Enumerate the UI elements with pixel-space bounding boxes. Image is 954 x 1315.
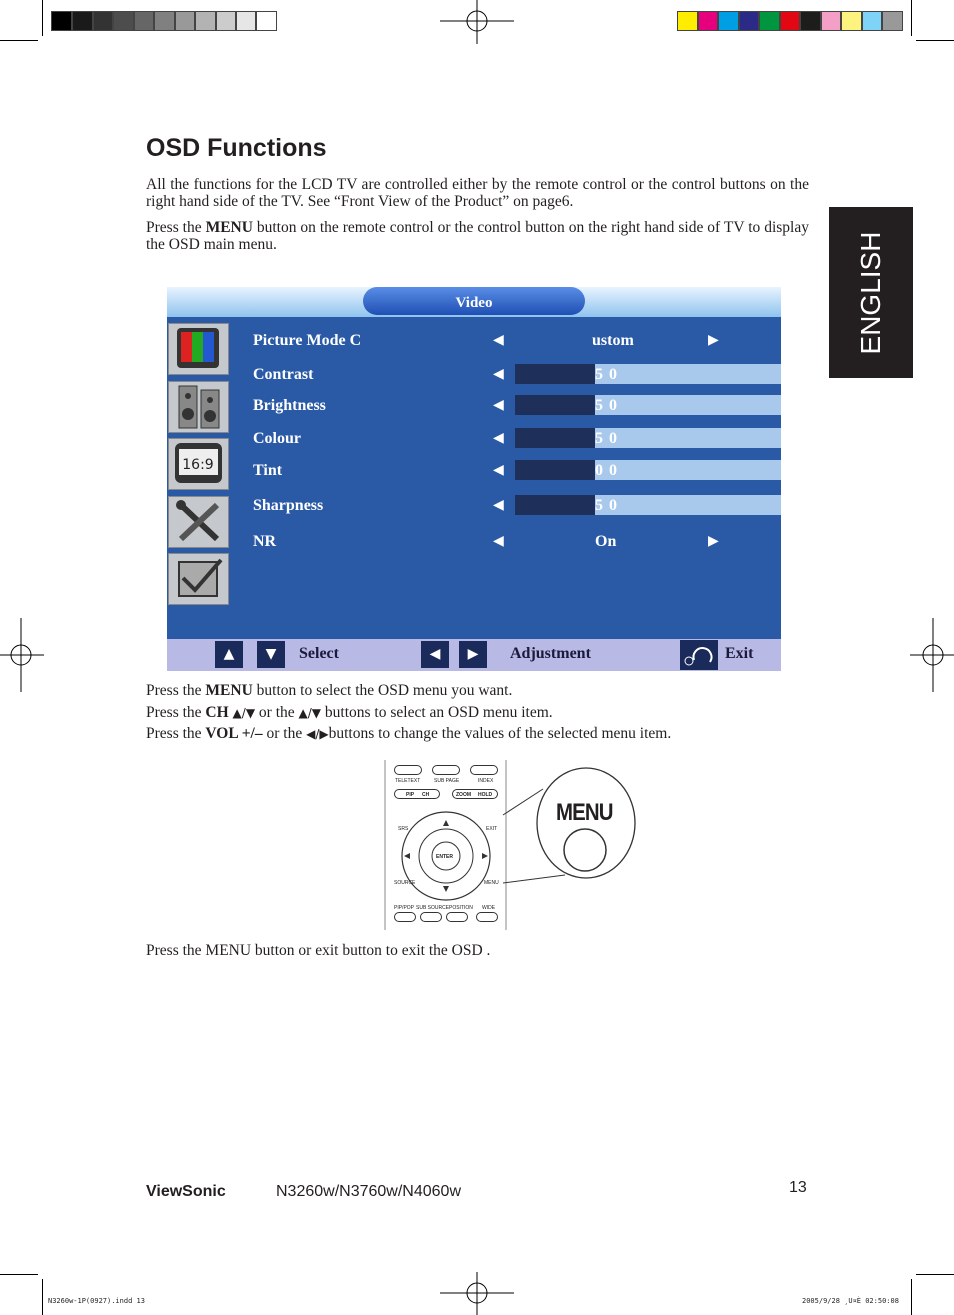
bar-value-digit: 0 [609,366,617,383]
menu-button-label: MENU [556,799,613,826]
select-hint: Select [299,645,339,662]
right-key-icon: ▶ [459,641,487,668]
osd-item-label: Tint [253,462,283,479]
bar-value-digit: 5 [595,395,781,415]
aspect-ratio-icon [168,438,229,490]
left-key-icon: ◀ [421,641,449,668]
osd-value-bar [515,364,702,384]
up-down-arrows-icon: ▲/▼ [298,706,322,720]
osd-value-bar [515,460,702,480]
osd-item-label: Sharpness [253,497,324,514]
footer-brand: ViewSonic [146,1183,226,1200]
remote-control-illustration: TELETEXT SUB PAGE INDEX PIP CH ZOOM HOLD SRS EXIT ENTER SOURCE MENU PIP/POP SUB SOURCE POSITION WIDE [384,760,508,930]
osd-item-label: Brightness [253,397,326,414]
left-arrow-icon: ◀ [493,332,504,348]
osd-item-value: On [595,533,617,550]
left-right-arrows-icon: ◀/▶ [306,727,329,741]
osd-item-label: Picture Mode C [253,332,362,349]
up-key-icon: ▲ [215,641,243,668]
page-title: OSD Functions [146,134,327,162]
bar-value-digit: 0 [609,462,617,479]
left-arrow-icon: ◀ [493,397,504,413]
right-arrow-icon: ▶ [708,332,719,348]
osd-item-label: Contrast [253,366,314,383]
exit-instruction: Press the MENU button or exit button to exit the OSD . [146,942,491,959]
osd-value-bar [515,495,702,515]
bar-value-digit: 0 [609,497,617,514]
osd-value-bar [515,395,702,415]
left-arrow-icon: ◀ [493,497,504,513]
bar-value-digit: 5 [595,495,781,515]
instruction-3: Press the VOL +/– or the ◀/▶buttons to change the values of the selected menu item. [146,725,672,742]
footer-model: N3260w/N3760w/N4060w [276,1183,461,1200]
instruction-1: Press the MENU button to select the OSD menu you want. [146,682,513,699]
osd-item-label: NR [253,533,277,550]
left-arrow-icon: ◀ [493,533,504,549]
left-arrow-icon: ◀ [493,430,504,446]
right-arrow-icon: ▶ [708,533,719,549]
adjustment-hint: Adjustment [510,645,591,662]
intro-paragraph: All the functions for the LCD TV are controlled either by the remote control or the control buttons on the right hand side of the TV. See “Front View of the Product” on page6. [146,176,809,210]
osd-tab-video: Video [363,287,585,315]
osd-item-label: Colour [253,430,301,447]
bar-value-digit: 5 [595,364,781,384]
osd-video-menu [167,287,781,671]
osd-item-value: ustom [592,332,634,349]
bar-value-digit: 0 [595,460,781,480]
up-down-arrows-icon: ▲/▼ [232,706,256,720]
language-side-tab [829,207,913,378]
slug-right: 2005/9/28 ¸U¤È 02:50:08 [802,1297,899,1305]
bar-value-digit: 5 [595,428,781,448]
left-arrow-icon: ◀ [493,462,504,478]
bar-value-digit: 0 [609,397,617,414]
svg-text:16:9: 16:9 [182,457,214,473]
exit-hint: Exit [725,645,754,662]
bar-value-digit: 0 [609,430,617,447]
instruction-2: Press the CH ▲/▼ or the ▲/▼ buttons to select an OSD menu item. [146,704,553,721]
speakers-icon [168,381,229,433]
left-arrow-icon: ◀ [493,366,504,382]
tools-icon [168,496,229,548]
page-number: 13 [789,1179,807,1196]
slug-left: N3260w-1P(0927).indd 13 [48,1297,145,1305]
down-key-icon: ▼ [257,641,285,668]
tv-icon [168,323,229,375]
checkbox-icon [168,553,229,605]
osd-value-bar [515,428,702,448]
language-label: ENGLISH [855,231,886,355]
menu-paragraph: Press the MENU button on the remote control or the control button on the right hand side of TV to display the OSD main menu. [146,219,809,253]
exit-key-icon [680,640,718,670]
